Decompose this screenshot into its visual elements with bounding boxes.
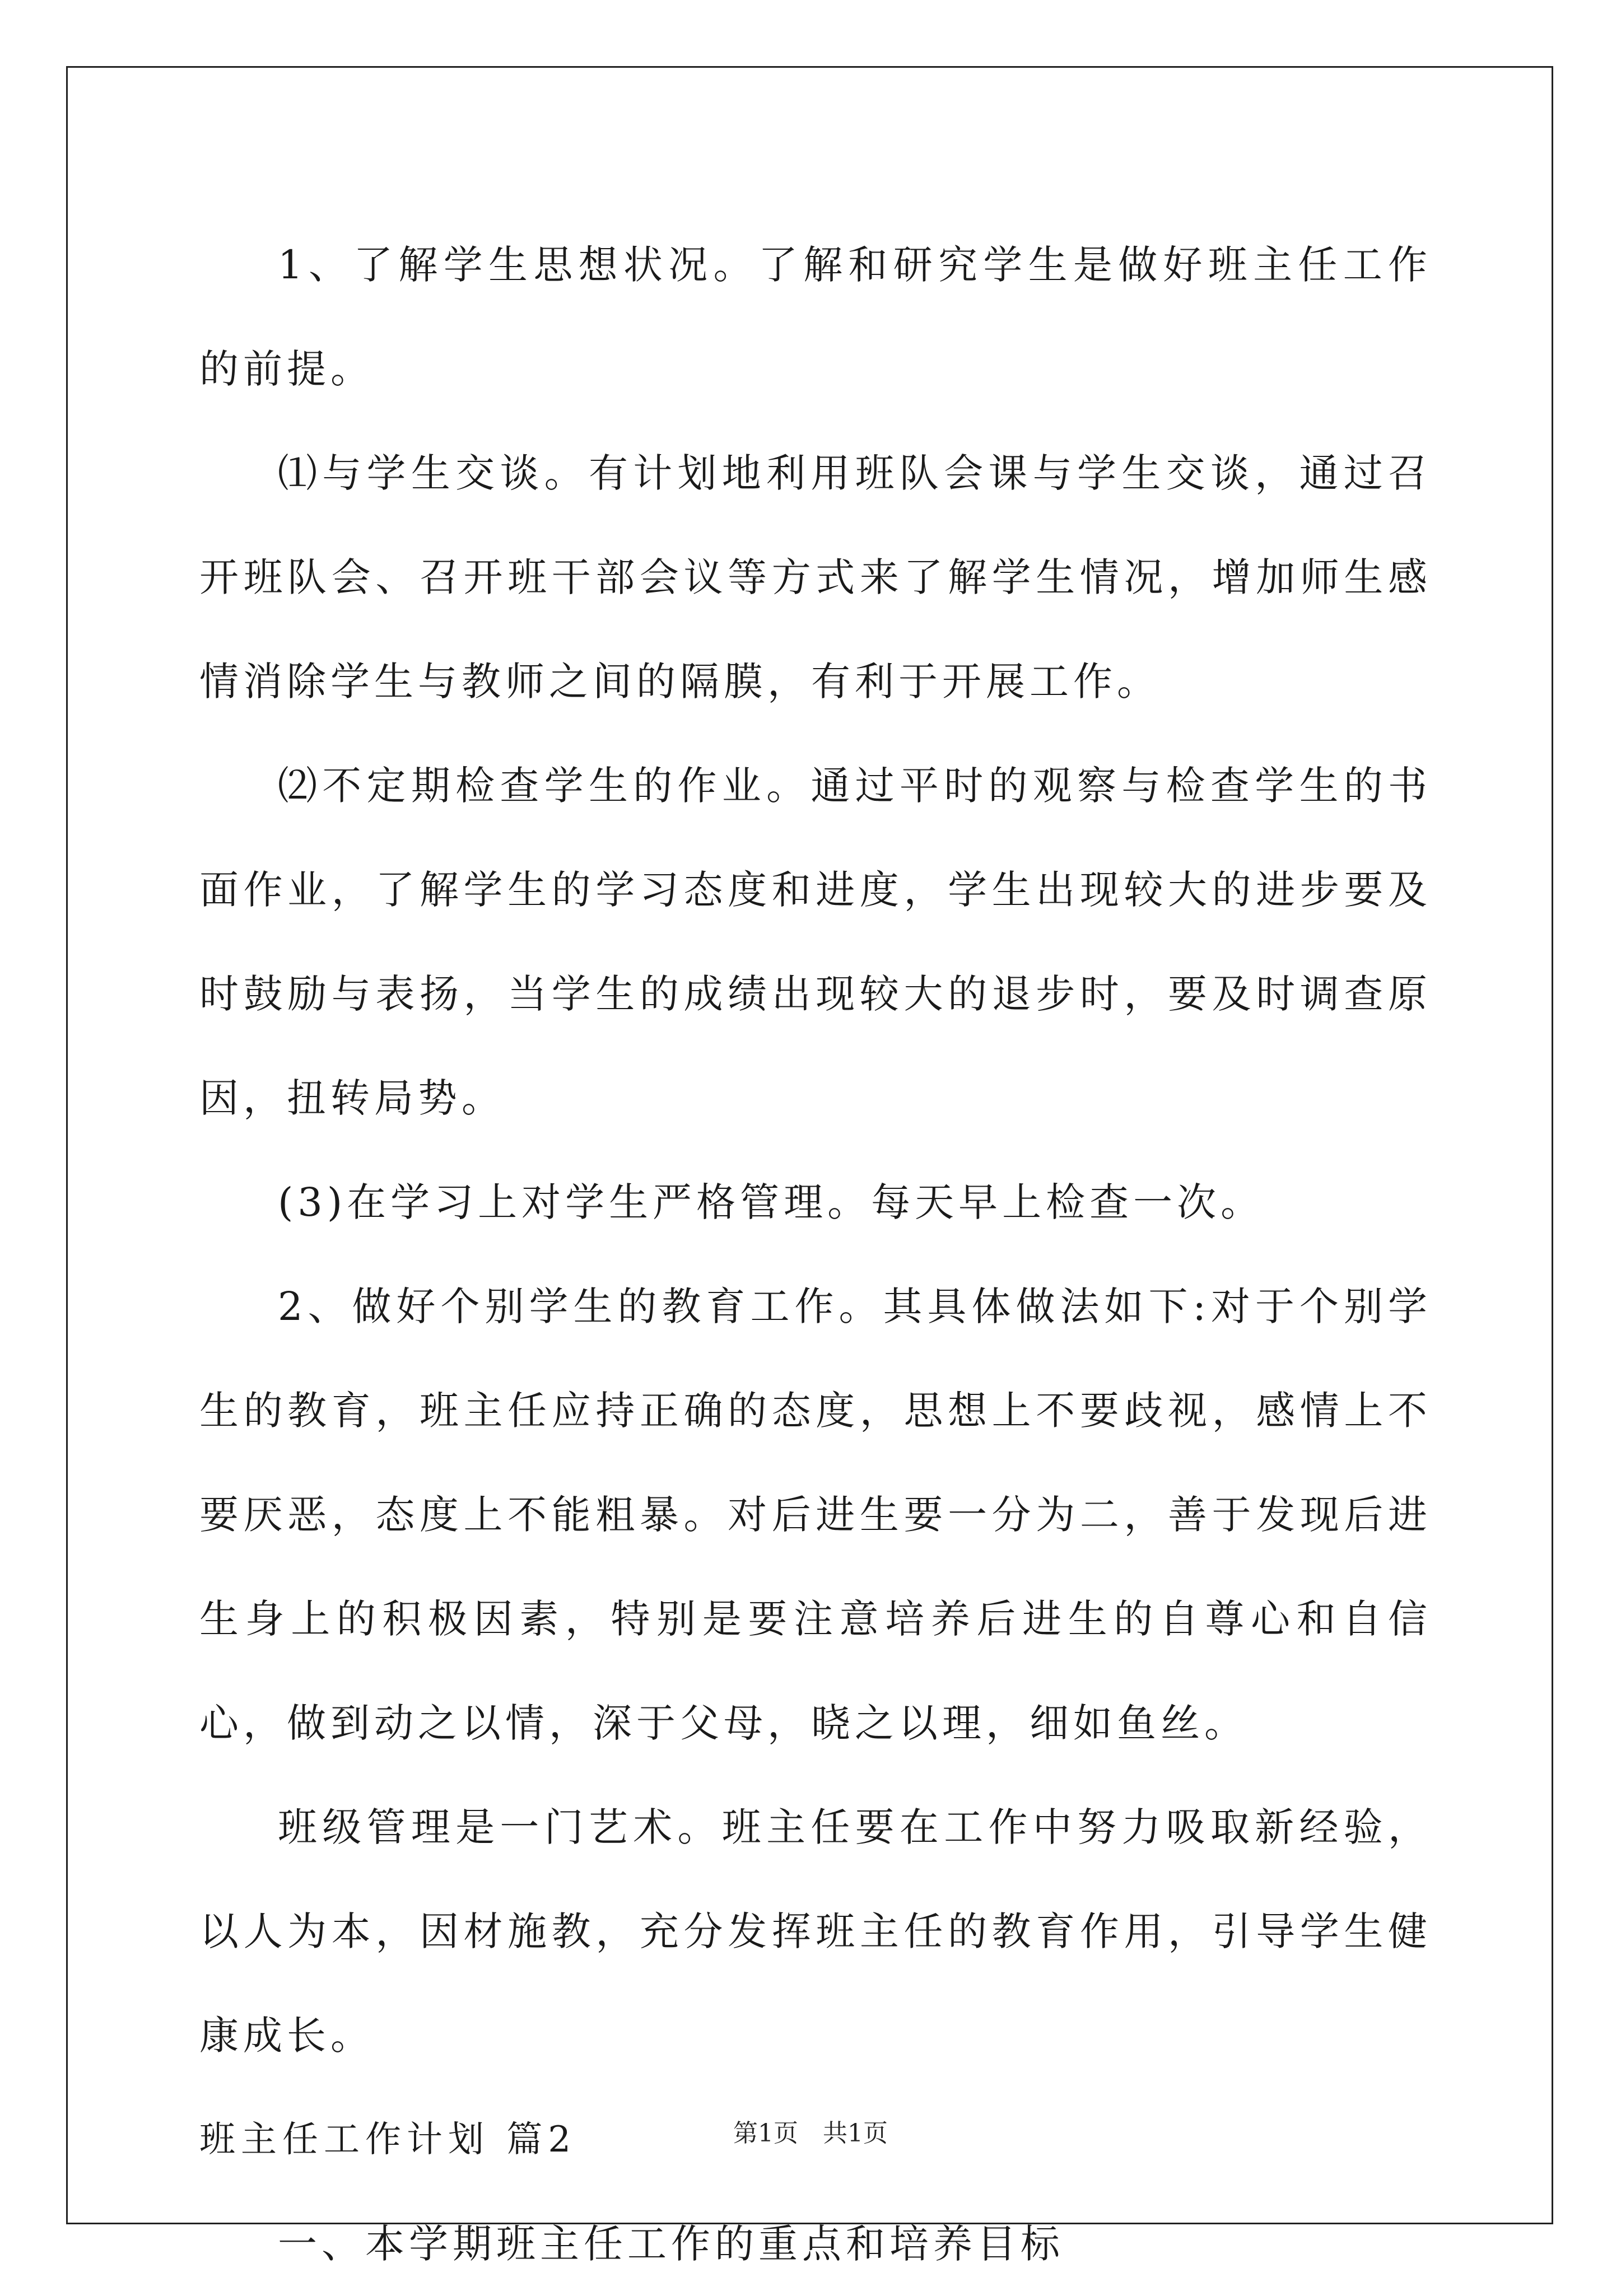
paragraph-5: 2、做好个别学生的教育工作。其具体做法如下:对于个别学生的教育，班主任应持正确的态度，思想上不要歧视，感情上不要厌恶，态度上不能粗暴。对后进生要一分为二，善于发现后进生身上的积极因素，特别是要注意培养后进生的自尊心和自信心，做到动之以情，深于父母，晓之以理，细如鱼丝。: [199, 1284, 1432, 1746]
paragraph-3: ⑵不定期检查学生的作业。通过平时的观察与检查学生的书面作业，了解学生的学习态度和进度，学生出现较大的进步要及时鼓励与表扬，当学生的成绩出现较大的退步时，要及时调查原因，扭转局势。: [199, 763, 1432, 1121]
paragraph-1: 1、了解学生思想状况。了解和研究学生是做好班主任工作的前提。: [199, 242, 1432, 392]
paragraph-4: (3)在学习上对学生严格管理。每天早上检查一次。: [278, 1179, 1265, 1225]
paragraph-2: ⑴与学生交谈。有计划地利用班队会课与学生交谈，通过召开班队会、召开班干部会议等方式来了解学生情况，增加师生感情消除学生与教师之间的隔膜，有利于开展工作。: [199, 450, 1432, 704]
document-body: [199, 213, 1432, 2296]
section-title: 班主任工作计划 篇2: [199, 2119, 577, 2160]
section-first-line: 一、本学期班主任工作的重点和培养目标: [278, 2221, 1064, 2267]
paragraph-6: 班级管理是一门艺术。班主任要在工作中努力吸取新经验，以人为本，因材施教，充分发挥班主任的教育作用，引导学生健康成长。: [199, 1804, 1432, 2059]
page-footer: 第1页 共1页: [733, 2119, 888, 2148]
